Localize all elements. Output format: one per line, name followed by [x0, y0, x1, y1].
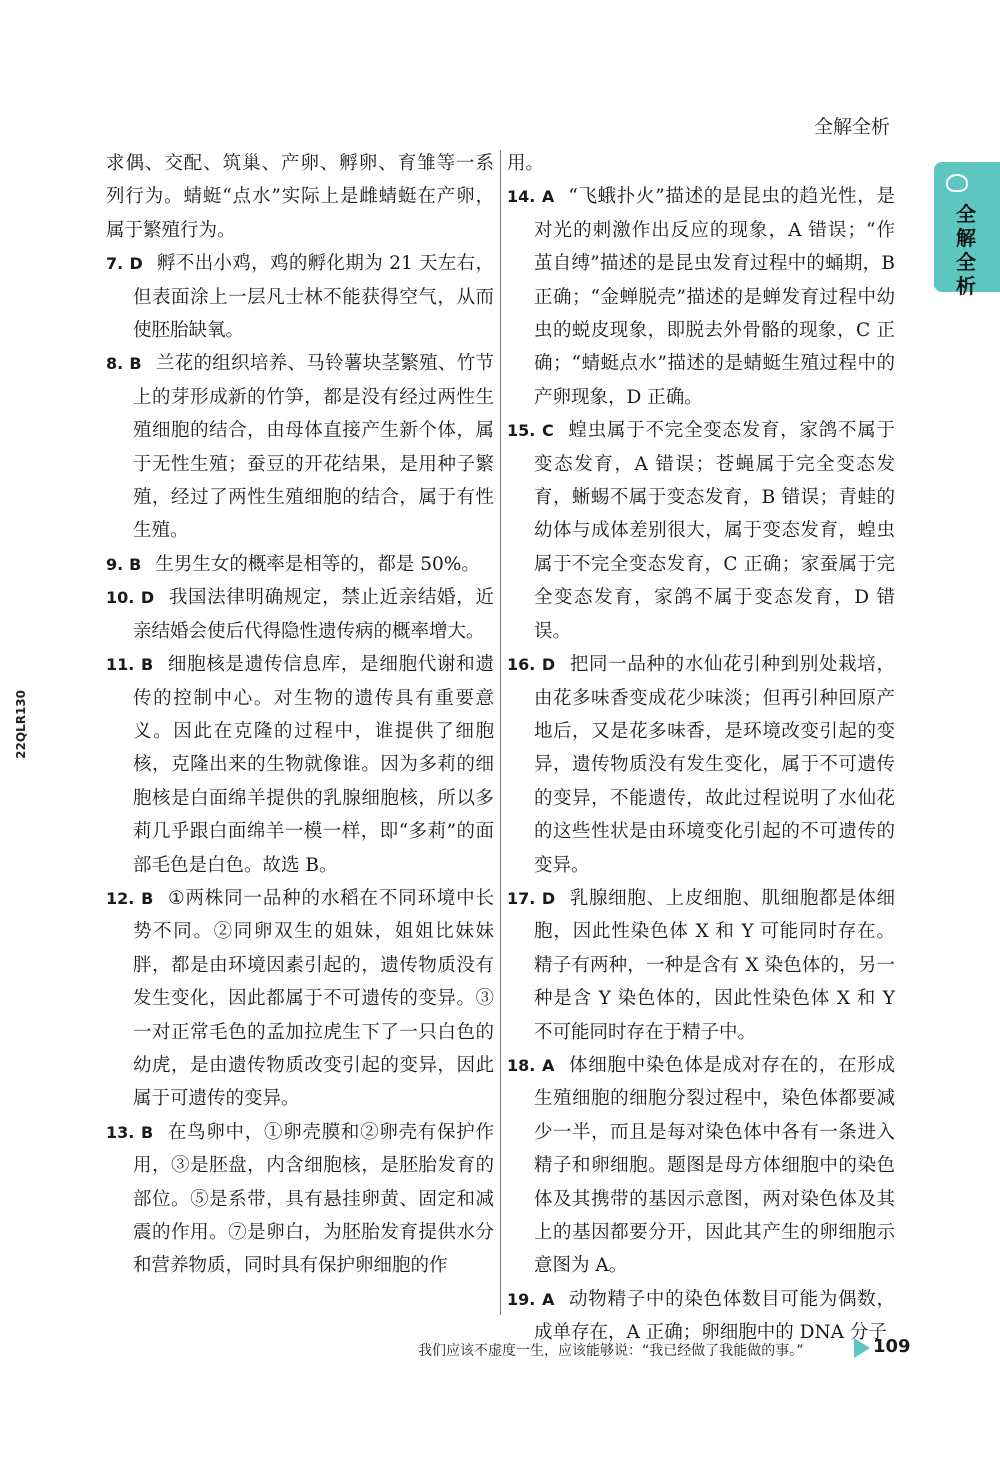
item-answer: A	[541, 1055, 555, 1075]
item-number: 11.	[106, 655, 135, 675]
item-number: 16.	[507, 655, 536, 675]
item-answer: B	[129, 354, 142, 374]
header-title: 全解全析	[813, 116, 890, 138]
item-number: 19.	[507, 1289, 536, 1309]
page-arrow-icon	[854, 1338, 870, 1358]
answer-item	[106, 548, 494, 581]
item-explanation: 兰花的组织培养、马铃薯块茎繁殖、竹节上的芽形成新的竹笋，都是没有经过两性生殖细胞的结合，由母体直接产生新个体，属于无性生殖；蚕豆的开花结果，是用种子繁殖，经过了两性生殖细胞的结合，属于有性生殖。	[133, 353, 494, 542]
item-answer: A	[541, 1289, 555, 1309]
answer-item	[507, 882, 895, 1049]
item-number: 10.	[106, 588, 135, 608]
item-answer: D	[140, 588, 155, 608]
item-number: 14.	[507, 187, 536, 207]
item-answer: D	[541, 888, 556, 908]
item-explanation: 在鸟卵中，①卵壳膜和②卵壳有保护作用，③是胚盘，内含细胞核，是胚胎发育的部位。⑤是系带，具有悬挂卵黄、固定和减震的作用。⑦是卵白，为胚胎发育提供水分和营养物质，同时具有保护卵细胞的作	[133, 1121, 494, 1277]
column-divider	[500, 150, 501, 1315]
item-number: 12.	[106, 888, 135, 908]
item-number: 9.	[106, 554, 124, 574]
item-answer: D	[541, 655, 556, 675]
answer-item	[106, 1116, 494, 1283]
answer-item	[507, 648, 895, 882]
item-explanation: 生男生女的概率是相等的，都是 50%。	[155, 553, 480, 575]
answer-item	[507, 1049, 895, 1283]
item-explanation: 体细胞中染色体是成对存在的，在形成生殖细胞的细胞分裂过程中，染色体都要减少一半，而且是每对染色体中各有一条进入精子和卵细胞。题图是母方体细胞中的染色体及其携带的基因示意图，两对染色体及其上的基因都要分开，因此其产生的卵细胞示意图为 A。	[534, 1054, 895, 1277]
item-number: 8.	[106, 354, 124, 374]
left-column	[106, 147, 494, 1317]
item-answer: C	[541, 421, 554, 441]
right-intro: 用。	[507, 153, 545, 174]
item-explanation: 我国法律明确规定，禁止近亲结婚，近亲结婚会使后代得隐性遗传病的概率增大。	[133, 587, 494, 642]
footer-quote: 我们应该不虚度一生，应该能够说：“我已经做了我能做的事。”	[418, 1343, 804, 1359]
answer-item	[106, 347, 494, 547]
badge-icon	[946, 174, 968, 192]
right-column	[507, 147, 895, 1344]
item-number: 7.	[106, 254, 124, 274]
item-answer: B	[140, 1122, 154, 1142]
answer-item	[106, 648, 494, 882]
item-answer: B	[129, 554, 142, 574]
answer-item	[106, 882, 494, 1116]
item-answer: B	[140, 655, 154, 675]
item-explanation: 乳腺细胞、上皮细胞、肌细胞都是体细胞，因此性染色体 X 和 Y 可能同时存在。精子有两种，一种是含有 X 染色体的，另一种是含 Y 染色体的，因此性染色体 X 和 Y 不可能同时存在于精子中。	[534, 887, 895, 1043]
item-answer: D	[129, 254, 143, 274]
item-number: 17.	[507, 888, 536, 908]
item-explanation: “飞蛾扑火”描述的是昆虫的趋光性，是对光的刺激作出反应的现象，A 错误；“作茧自缚”描述的是昆虫发育过程中的蛹期，B 正确；“金蝉脱壳”描述的是蝉发育过程中幼虫的蜕皮现象，即脱去外骨骼的现象，C 正确；“蜻蜓点水”描述的是蜻蜓生殖过程中的产卵现象，D 正确。	[534, 186, 895, 408]
item-number: 18.	[507, 1055, 536, 1075]
answer-item	[106, 581, 494, 648]
item-explanation: ①两株同一品种的水稻在不同环境中长势不同。②同卵双生的姐妹，姐姐比妹妹胖，都是由环境因素引起的，遗传物质没有发生变化，因此都属于不可遗传的变异。③一对正常毛色的孟加拉虎生下了一只白色的幼虎，是由遗传物质改变引起的变异，因此属于可遗传的变异。	[133, 887, 494, 1110]
side-tab	[934, 162, 1000, 298]
item-explanation: 蝗虫属于不完全变态发育，家鸽不属于变态发育，A 错误；苍蝇属于完全变态发育，蜥蜴不属于变态发育，B 错误；青蛙的幼体与成体差别很大，属于变态发育，蝗虫属于不完全变态发育，C 正确；家蚕属于完全变态发育，家鸽不属于变态发育，D 错误。	[534, 420, 895, 642]
answer-item	[106, 247, 494, 347]
item-explanation: 孵不出小鸡，鸡的孵化期为 21 天左右，但表面涂上一层凡士林不能获得空气，从而使胚胎缺氧。	[133, 253, 494, 342]
page-number: 109	[873, 1336, 911, 1357]
item-answer: A	[541, 187, 555, 207]
book-code: 22QLR130	[14, 690, 28, 759]
answer-item	[507, 414, 895, 648]
item-explanation: 把同一品种的水仙花引种到别处栽培，由花多味香变成花少味淡；但再引种回原产地后，又是花多味香，是环境改变引起的变异，遗传物质没有发生变化，属于不可遗传的变异，不能遗传，故此过程说明了水仙花的这些性状是由环境变化引起的不可遗传的变异。	[534, 654, 895, 876]
left-intro: 求偶、交配、筑巢、产卵、孵卵、育雏等一系列行为。蜻蜓“点水”实际上是雌蜻蜓在产卵，属于繁殖行为。	[106, 153, 494, 241]
side-tab-label: 全解全析	[956, 202, 976, 298]
item-explanation: 细胞核是遗传信息库，是细胞代谢和遗传的控制中心。对生物的遗传具有重要意义。因此在克隆的过程中，谁提供了细胞核，克隆出来的生物就像谁。因为多莉的细胞核是白面绵羊提供的乳腺细胞核，所以多莉几乎跟白面绵羊一模一样，即“多莉”的面部毛色是白色。故选 B。	[133, 654, 494, 876]
item-number: 15.	[507, 421, 536, 441]
item-explanation: 动物精子中的染色体数目可能为偶数，成单存在，A 正确；卵细胞中的 DNA 分子	[534, 1288, 895, 1344]
item-answer: B	[141, 888, 154, 908]
answer-item	[507, 180, 895, 414]
item-number: 13.	[106, 1122, 135, 1142]
